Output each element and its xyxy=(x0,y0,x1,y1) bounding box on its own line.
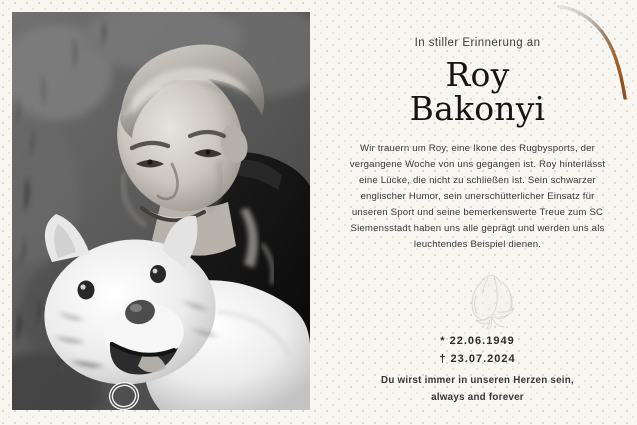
magnolia-flower-icon xyxy=(458,268,528,330)
photo-artwork xyxy=(12,12,310,410)
deceased-name xyxy=(409,55,546,129)
closing-line-1: Du wirst immer in unseren Herzen sein, xyxy=(381,375,574,386)
closing-message xyxy=(318,372,637,406)
first-name: Roy xyxy=(445,55,510,94)
magnolia-artwork xyxy=(458,268,528,330)
life-dates xyxy=(318,332,637,368)
memorial-eyebrow: In stiller Erinnerung an xyxy=(414,37,541,49)
last-name: Bakonyi xyxy=(409,89,546,129)
memorial-text-panel xyxy=(318,0,637,425)
memorial-photo xyxy=(12,12,310,410)
death-date: † 23.07.2024 xyxy=(439,353,516,366)
birth-date: * 22.06.1949 xyxy=(440,335,515,347)
tribute-text: Wir trauern um Roy, eine Ikone des Rugbysports, der vergangene Woche von uns gegangen ist. Roy hinterlässt eine Lücke, die nicht zu schließen ist. Sein schwarzer englischer Humor, sein unerschütterlicher Einsatz für unseren Sport und seine bemerkenswerte Treue zum SC Siemensstadt haben uns alle geprägt und werden uns als leuchtendes Beispiel dienen. xyxy=(349,142,606,251)
closing-line-2: always and forever xyxy=(431,392,524,404)
